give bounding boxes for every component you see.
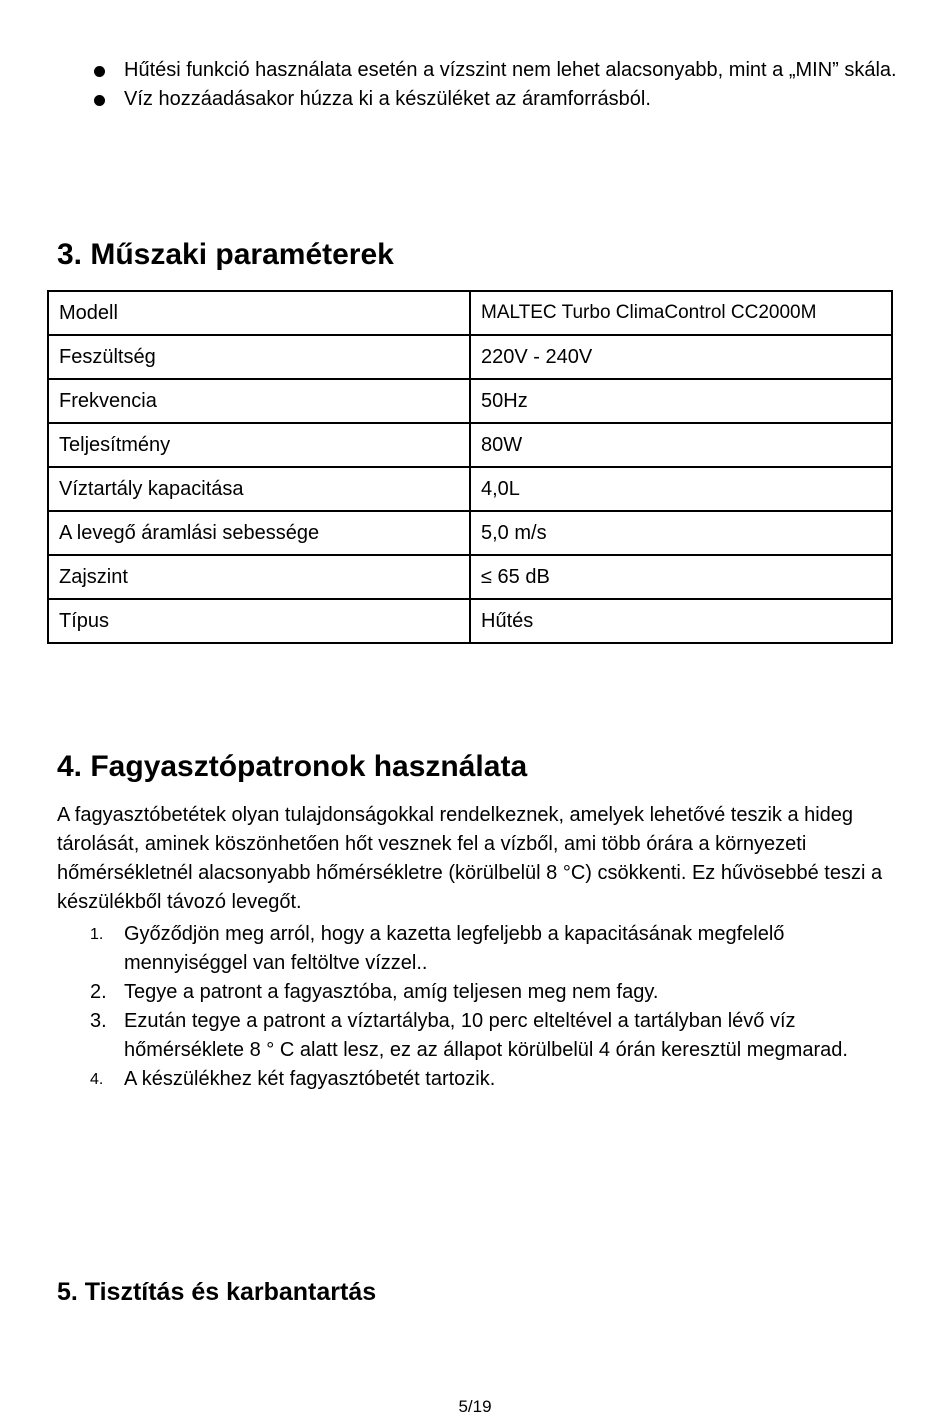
list-text: Győződjön meg arról, hogy a kazetta legfeljebb a kapacitásának megfelelő mennyiséggel van feltöltve vízzel.. bbox=[124, 923, 785, 974]
bullet-icon bbox=[94, 95, 105, 106]
spec-value: 4,0L bbox=[470, 467, 892, 511]
table-row bbox=[48, 555, 892, 599]
section-3-heading: 3. Műszaki paraméterek bbox=[57, 238, 394, 271]
section-4-paragraph: A fagyasztóbetétek olyan tulajdonságokkal rendelkeznek, amelyek lehetővé teszik a hideg tárolását, aminek köszönhetően hőt vesznek fel a vízből, ami több órára a környezeti hőmérsékletnél alacsonyabb hőmérsékletre (körülbelül 8 °C) csökkenti. Ez hűvösebbé teszi a készülékből távozó levegőt. bbox=[57, 804, 883, 913]
spec-key: Víztartály kapacitása bbox=[48, 467, 470, 511]
list-item bbox=[0, 1065, 880, 1094]
list-text: Ezután tegye a patront a víztartályba, 10 perc elteltével a tartályban lévő víz hőmérséklete 8 ° C alatt lesz, ez az állapot körülbelül 4 órán keresztül megmarad. bbox=[124, 1010, 848, 1061]
spec-key: Teljesítmény bbox=[48, 423, 470, 467]
table-row bbox=[48, 599, 892, 643]
spec-value: 80W bbox=[470, 423, 892, 467]
spec-value: 50Hz bbox=[470, 379, 892, 423]
section-4-heading: 4. Fagyasztópatronok használata bbox=[57, 750, 528, 783]
spec-value: MALTEC Turbo ClimaControl CC2000M bbox=[470, 291, 892, 335]
table-row bbox=[48, 423, 892, 467]
spec-value: 5,0 m/s bbox=[470, 511, 892, 555]
table-row bbox=[48, 379, 892, 423]
spec-key: Típus bbox=[48, 599, 470, 643]
spec-key: Zajszint bbox=[48, 555, 470, 599]
table-row bbox=[48, 511, 892, 555]
page-number: 5/19 bbox=[458, 1397, 492, 1416]
list-text: Tegye a patront a fagyasztóba, amíg teljesen meg nem fagy. bbox=[124, 981, 659, 1003]
table-row bbox=[48, 335, 892, 379]
bullet-text: Víz hozzáadásakor húzza ki a készüléket az áramforrásból. bbox=[124, 88, 651, 110]
spec-value: Hűtés bbox=[470, 599, 892, 643]
table-row bbox=[48, 291, 892, 335]
bullet-list bbox=[0, 56, 950, 114]
spec-value: 220V - 240V bbox=[470, 335, 892, 379]
bullet-item bbox=[0, 56, 950, 85]
list-number: 2. bbox=[90, 981, 107, 1003]
list-item bbox=[0, 920, 880, 978]
section-5-heading: 5. Tisztítás és karbantartás bbox=[57, 1278, 377, 1306]
list-text: A készülékhez két fagyasztóbetét tartozik. bbox=[124, 1068, 496, 1090]
list-number: 1. bbox=[90, 926, 104, 943]
spec-key: Modell bbox=[48, 291, 470, 335]
bullet-item bbox=[0, 85, 950, 114]
list-number: 3. bbox=[90, 1010, 107, 1032]
bullet-text: Hűtési funkció használata esetén a vízszint nem lehet alacsonyabb, mint a „MIN” skála. bbox=[124, 59, 897, 81]
spec-value: ≤ 65 dB bbox=[470, 555, 892, 599]
list-item bbox=[0, 1007, 880, 1065]
spec-key: Feszültség bbox=[48, 335, 470, 379]
spec-key: Frekvencia bbox=[48, 379, 470, 423]
table-row bbox=[48, 467, 892, 511]
list-item bbox=[0, 978, 880, 1007]
bullet-icon bbox=[94, 66, 105, 77]
spec-key: A levegő áramlási sebessége bbox=[48, 511, 470, 555]
numbered-list bbox=[0, 920, 950, 1094]
list-number: 4. bbox=[90, 1071, 104, 1088]
spec-table bbox=[47, 290, 893, 644]
